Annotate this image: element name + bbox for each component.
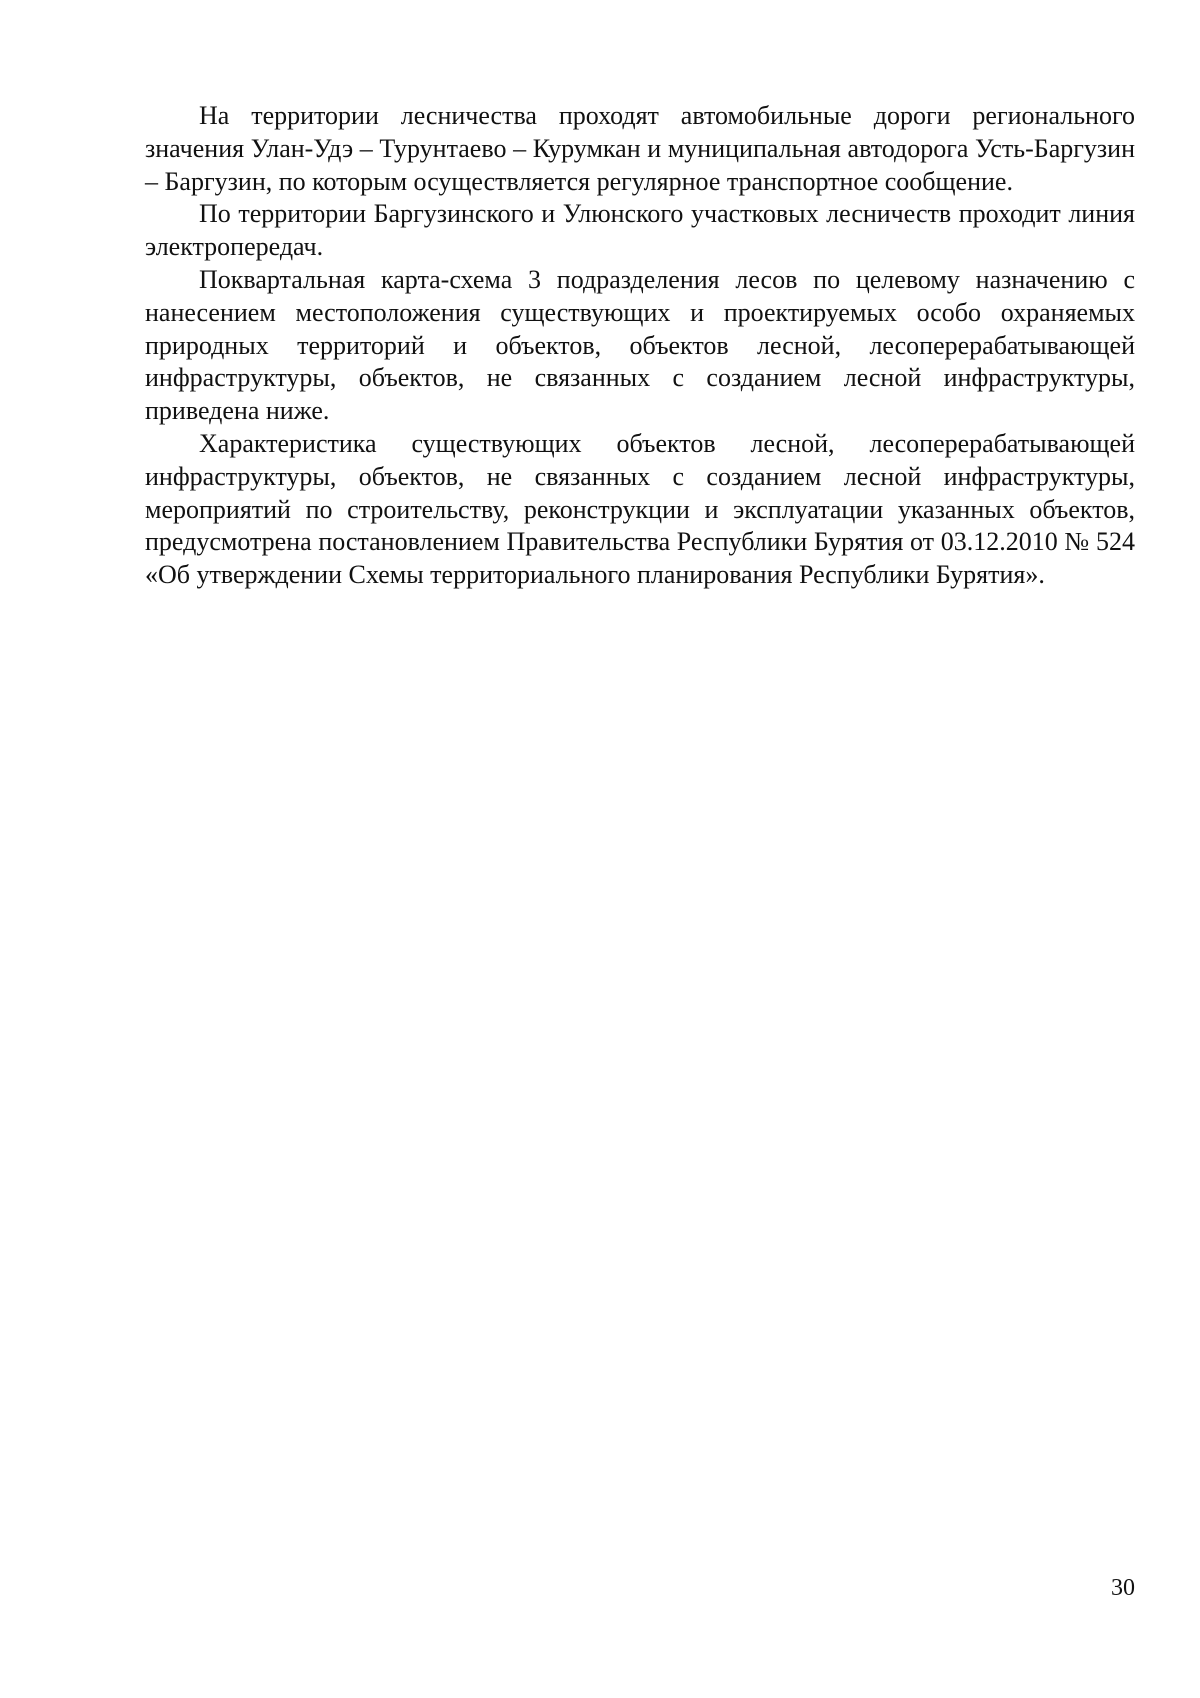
paragraph-infrastructure: Характеристика существующих объектов лесной, лесоперерабатывающей инфраструктуры, объектов, не связанных с созданием лесной инфраструктуры, мероприятий по строительству, реконструкции и эксплуатации указанных объектов, предусмотрена постановлением Правительства Республики Бурятия от 03.12.2010 № 524 «Об утверждении Схемы территориального планирования Республики Бурятия».: [145, 428, 1135, 590]
paragraph-roads: На территории лесничества проходят автомобильные дороги регионального значения Улан-Удэ – Турунтаево – Курумкан и муниципальная автодорога Усть-Баргузин – Баргузин, по которым осуществляется регулярное транспортное сообщение.: [145, 101, 1135, 196]
body-text: [145, 100, 1135, 592]
paragraph-power-line: По территории Баргузинского и Улюнского участковых лесничеств проходит линия электропередач.: [145, 199, 1135, 262]
paragraph-map-scheme: Поквартальная карта-схема 3 подразделения лесов по целевому назначению с нанесением местоположения существующих и проектируемых особо охраняемых природных территорий и объектов, объектов лесной, лесоперерабатывающей инфраструктуры, объектов, не связанных с созданием лесной инфраструктуры, приведена ниже.: [145, 264, 1135, 426]
page-number: 30: [1111, 1575, 1135, 1601]
